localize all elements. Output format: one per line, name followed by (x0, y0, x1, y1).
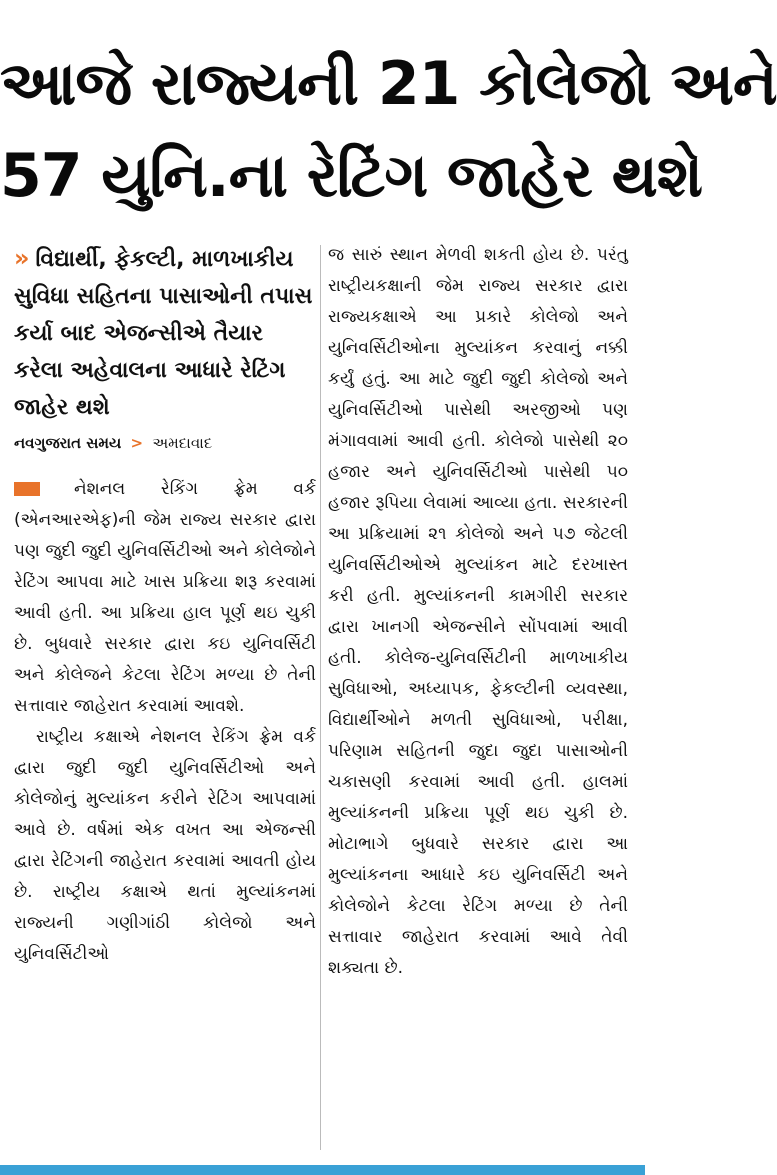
highlight-text: વિદ્યાર્થી, ફેકલ્ટી, માળખાકીય સુવિધા સહિતના પાસાઓની તપાસ કર્યા બાદ એજન્સીએ તૈયાર કરેલા અહેવાલના આધારે રેટિંગ જાહેર થશે (14, 247, 313, 420)
highlight-box (14, 240, 316, 426)
headline-line-1: આજે રાજ્યની 21 કોલેજો અને (0, 49, 777, 119)
left-paragraph-1-text: નેશનલ રેકિંગ ફ્રેમ વર્ક (એનઆરએફ)ની જેમ રાજ્ય સરકાર દ્વારા પણ જુદી જુદી યુનિવર્સિટીઓ અને કોલેજોને રેટિંગ આપવા માટે ખાસ પ્રક્રિયા શરૂ કરવામાં આવી હતી. આ પ્રક્રિયા હાલ પૂર્ણ થઇ ચુકી છે. બુધવારે સરકાર દ્વારા કઇ યુનિવર્સિટી અને કોલેજને કેટલા રેટિંગ મળ્યા છે તેની સત્તાવાર જાહેરાત કરવામાં આવશે. (14, 479, 316, 716)
section-marker-icon (14, 482, 40, 496)
headline-line-2: 57 યુનિ.ના રેટિંગ જાહેર થશે (0, 141, 703, 211)
chevron-marker-icon: » (14, 244, 30, 272)
right-paragraph-1: જ સારું સ્થાન મેળવી શકતી હોય છે. પરંતુ રાષ્ટ્રીયકક્ષાની જેમ રાજ્ય સરકાર દ્વારા રાજ્યકક્ષાએ આ પ્રકારે કોલેજો અને યુનિવર્સિટીઓના મુલ્યાંકન કરવાનું નક્કી કર્યું હતું. આ માટે જુદી જુદી કોલેજો અને યુનિવર્સિટીઓ પાસેથી અરજીઓ પણ મંગાવવામાં આવી હતી. કોલેજો પાસેથી ૨૦ હજાર અને યુનિવર્સિટીઓ પાસેથી ૫૦ હજાર રૂપિયા લેવામાં આવ્યા હતા. સરકારની આ પ્રક્રિયામાં ૨૧ કોલેજો અને ૫૭ જેટલી યુનિવર્સિટીઓએ મુલ્યાંકન માટે દરખાસ્ત કરી હતી. મુલ્યાંકનની કામગીરી સરકાર દ્વારા ખાનગી એજન્સીને સોંપવામાં આવી હતી. કોલેજ-યુનિવર્સિટીની માળખાકીય સુવિધાઓ, અધ્યાપક, ફેકલ્ટીની વ્યવસ્થા, વિદ્યાર્થીઓને મળતી સુવિધાઓ, પરીક્ષા, પરિણામ સહિતની જુદા જુદા પાસાઓની ચકાસણી કરવામાં આવી હતી. હાલમાં મુલ્યાંકનની પ્રક્રિયા પૂર્ણ થઇ ચુકી છે. મોટાભાગે બુધવારે સરકાર દ્વારા આ મુલ્યાંકનના આધારે કઇ યુનિવર્સિટી અને કોલેજોને કેટલા રેટિંગ મળ્યા છે તેની સત્તાવાર જાહેરાત કરવામાં આવે તેવી શક્યતા છે. (328, 245, 628, 978)
byline (14, 434, 316, 452)
left-column (14, 240, 316, 970)
headline (0, 38, 777, 222)
byline-city: અમદાવાદ (152, 434, 213, 452)
byline-source: નવગુજરાત સમય (14, 434, 122, 452)
byline-arrow: > (130, 434, 144, 452)
footer-band (0, 1165, 645, 1175)
right-column (328, 240, 628, 984)
left-paragraph-2: રાષ્ટ્રીય કક્ષાએ નેશનલ રેકિંગ ફ્રેમ વર્ક દ્વારા જુદી જુદી યુનિવર્સિટીઓ અને કોલેજોનું મુલ્યાંકન કરીને રેટિંગ આપવામાં આવે છે. વર્ષમાં એક વખત આ એજન્સી દ્વારા રેટિંગની જાહેરાત કરવામાં આવતી હોય છે. રાષ્ટ્રીય કક્ષાએ થતાં મુલ્યાંકનમાં રાજ્યની ગણીગાંઠી કોલેજો અને યુનિવર્સિટીઓ (14, 727, 316, 964)
left-paragraph-1 (14, 474, 316, 722)
column-divider (320, 245, 321, 1150)
